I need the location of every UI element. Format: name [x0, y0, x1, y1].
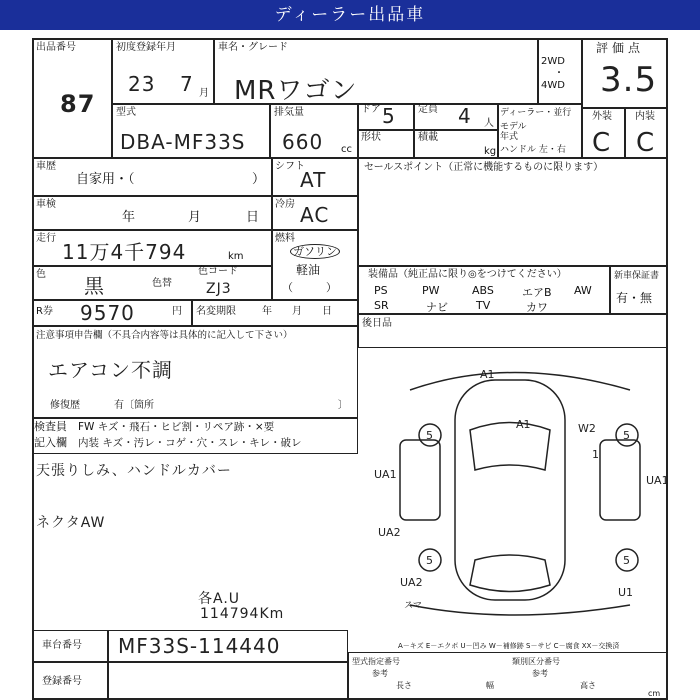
color-value: 黒: [84, 274, 105, 298]
dealer-label: ディーラー・並行: [500, 108, 572, 118]
aircon-label: 冷房: [275, 199, 295, 210]
odo-value: 114794Km: [200, 606, 285, 622]
mark-ua1-left: UA1: [374, 468, 397, 481]
mark-ua2-rear: UA2: [400, 576, 423, 589]
equip-sr: SR: [374, 299, 389, 312]
equip-navi: ナビ: [426, 301, 448, 314]
name-change-date: 年 月 日: [262, 306, 332, 317]
footer-width: 幅: [486, 681, 494, 690]
rating-label: 評価点: [596, 41, 645, 55]
odo-note: 各A.U: [198, 591, 241, 607]
equip-tv: TV: [476, 299, 491, 312]
drive-dot: ・: [554, 68, 564, 79]
inspection-cell: [32, 196, 272, 230]
chassis-value: MF33S-114440: [118, 634, 281, 658]
displacement-value: 660: [282, 130, 324, 154]
front-bumper: [410, 373, 630, 391]
dealer-handle: ハンドル 左・右: [500, 145, 566, 155]
footer-ref-1: 参考: [372, 669, 388, 678]
shift-label: シフト: [275, 161, 305, 172]
equipment-label: 装備品（純正品に限り◎をつけてください）: [368, 269, 567, 280]
rating-int-grade: C: [636, 128, 656, 158]
windshield: [470, 423, 550, 471]
color-label: 色: [36, 269, 46, 280]
chassis-label: 車台番号: [42, 640, 82, 651]
mark-5-fr: 5: [623, 429, 630, 442]
fuel-label: 燃料: [275, 233, 295, 244]
history-cell: [32, 158, 272, 196]
mileage-unit: km: [228, 251, 244, 262]
inspection-month: 月: [188, 210, 202, 225]
right-side: [600, 440, 640, 520]
mark-ua1-right: UA1: [646, 474, 669, 487]
loading-unit: kg: [484, 146, 497, 157]
mark-5-fl: 5: [426, 429, 433, 442]
handwritten-line-2: ネクタAW: [36, 515, 106, 531]
capacity-value: 4: [458, 104, 472, 128]
rear-window: [470, 555, 550, 592]
registration-label: 登録番号: [42, 676, 82, 687]
mark-1: 1: [592, 448, 599, 461]
aircon-value: AC: [300, 203, 330, 227]
mark-5-rr: 5: [623, 554, 630, 567]
notes-label: 注意事項申告欄（不具合内容等は具体的に記入して下さい）: [36, 330, 293, 341]
footer-class: 類別区分番号: [512, 657, 560, 666]
dealer-model-year: モデル年式: [500, 122, 527, 142]
mileage-value: 11万4千794: [62, 240, 187, 264]
displacement-label: 排気量: [274, 107, 304, 118]
fuel-gas: [290, 246, 340, 258]
check-label-2: 記入欄: [34, 436, 67, 449]
color-code-label: 色コード: [198, 266, 238, 277]
displacement-unit: cc: [341, 144, 352, 155]
fuel-diesel: 軽油: [296, 263, 321, 277]
drive-2wd: 2WD: [541, 56, 565, 67]
mark-suma: スマ: [404, 601, 422, 611]
first-reg-month: 7: [180, 72, 194, 96]
capacity-label: 定員: [418, 104, 438, 115]
mark-a1-front: A1: [480, 368, 495, 381]
history-label: 車歴: [36, 161, 56, 172]
notes-value: エアコン不調: [48, 358, 173, 382]
page-title: ディーラー出品車: [0, 0, 700, 30]
name-change-label: 名変期限: [196, 306, 236, 317]
equip-kawa: カワ: [526, 301, 548, 314]
footer-ref-2: 参考: [532, 669, 548, 678]
check-row-2: 内装 キズ・汚レ・コゲ・穴・スレ・キレ・破レ: [78, 437, 302, 449]
car-name-value: MRワゴン: [234, 76, 358, 106]
rating-int-label: 内装: [635, 111, 655, 122]
drive-4wd: 4WD: [541, 80, 565, 91]
sales-point-cell: [358, 158, 668, 266]
recycle-label: R券: [36, 306, 53, 317]
fuel-gas-circled: ガソリン: [290, 244, 340, 259]
mileage-label: 走行: [36, 233, 56, 244]
car-body: [455, 380, 565, 600]
shift-value: AT: [300, 168, 327, 192]
mark-w2: W2: [578, 422, 596, 435]
registration-value-cell: [108, 662, 348, 700]
check-row-1: FW キズ・飛石・ヒビ割・リペア跡・×要: [78, 421, 275, 433]
equip-airbag: エアB: [522, 286, 552, 299]
recycle-unit: 円: [172, 306, 182, 317]
doors-value: 5: [382, 104, 396, 128]
handwritten-line-1: 天張りしみ、ハンドルカバー: [36, 463, 232, 479]
doors-label: ドア: [361, 104, 381, 115]
repair-value: 有〔箇所: [114, 400, 154, 411]
warranty-value: 有・無: [616, 291, 653, 305]
rear-label: 後日品: [362, 318, 392, 329]
warranty-label: 新車保証書: [614, 271, 660, 281]
recycle-value: 9570: [80, 301, 135, 325]
footer-cm: cm: [648, 689, 661, 698]
inspection-label: 車検: [36, 199, 56, 210]
mark-ua2-left: UA2: [378, 526, 401, 539]
inspection-day: 日: [246, 210, 260, 225]
mark-a1-hood: A1: [516, 418, 531, 431]
equip-ps: PS: [374, 284, 388, 297]
left-side: [400, 440, 440, 520]
mark-5-rl: 5: [426, 554, 433, 567]
rear-cell: [358, 314, 668, 348]
repair-label: 修復歴: [50, 400, 80, 411]
mark-u1: U1: [618, 586, 634, 599]
color-code-value: ZJ3: [206, 281, 232, 297]
history-value: 自家用・（: [76, 172, 135, 187]
rating-ext-grade: C: [592, 128, 612, 158]
first-reg-label: 初度登録年月: [116, 42, 176, 53]
footer-model-spec: 型式指定番号: [352, 657, 400, 666]
sales-point-label: セールスポイント（正常に機能するものに限ります）: [364, 162, 604, 173]
check-label-1: 検査員: [34, 420, 67, 433]
shape-label: 形状: [361, 132, 381, 143]
lot-number: 87: [60, 90, 96, 118]
model-value: DBA-MF33S: [120, 130, 246, 154]
model-label: 型式: [116, 107, 136, 118]
rating-score: 3.5: [600, 60, 658, 100]
history-close: ）: [252, 172, 266, 187]
first-reg-year: 23: [128, 72, 156, 96]
equip-pw: PW: [422, 284, 440, 297]
damage-legend: A－キズ E－エクボ U－凹み W－補修跡 S－サビ C－腐食 XX－交換済: [398, 642, 620, 650]
inspection-year: 年: [122, 210, 136, 225]
color-change-label: 色替: [152, 278, 172, 289]
repair-close: 〕: [338, 400, 348, 411]
lot-label: 出品番号: [36, 42, 76, 53]
fuel-paren: （ ）: [282, 281, 337, 294]
footer-height: 高さ: [580, 681, 596, 690]
capacity-unit: 人: [484, 118, 494, 129]
first-reg-month-unit: 月: [199, 88, 209, 99]
loading-label: 積載: [418, 132, 438, 143]
car-name-label: 車名・グレード: [218, 42, 288, 53]
rating-ext-label: 外装: [592, 111, 612, 122]
equip-aw: AW: [574, 284, 592, 297]
footer-length: 長さ: [396, 681, 412, 690]
equip-abs: ABS: [472, 284, 494, 297]
rear-bumper: [410, 605, 630, 615]
car-diagram: [370, 360, 670, 620]
